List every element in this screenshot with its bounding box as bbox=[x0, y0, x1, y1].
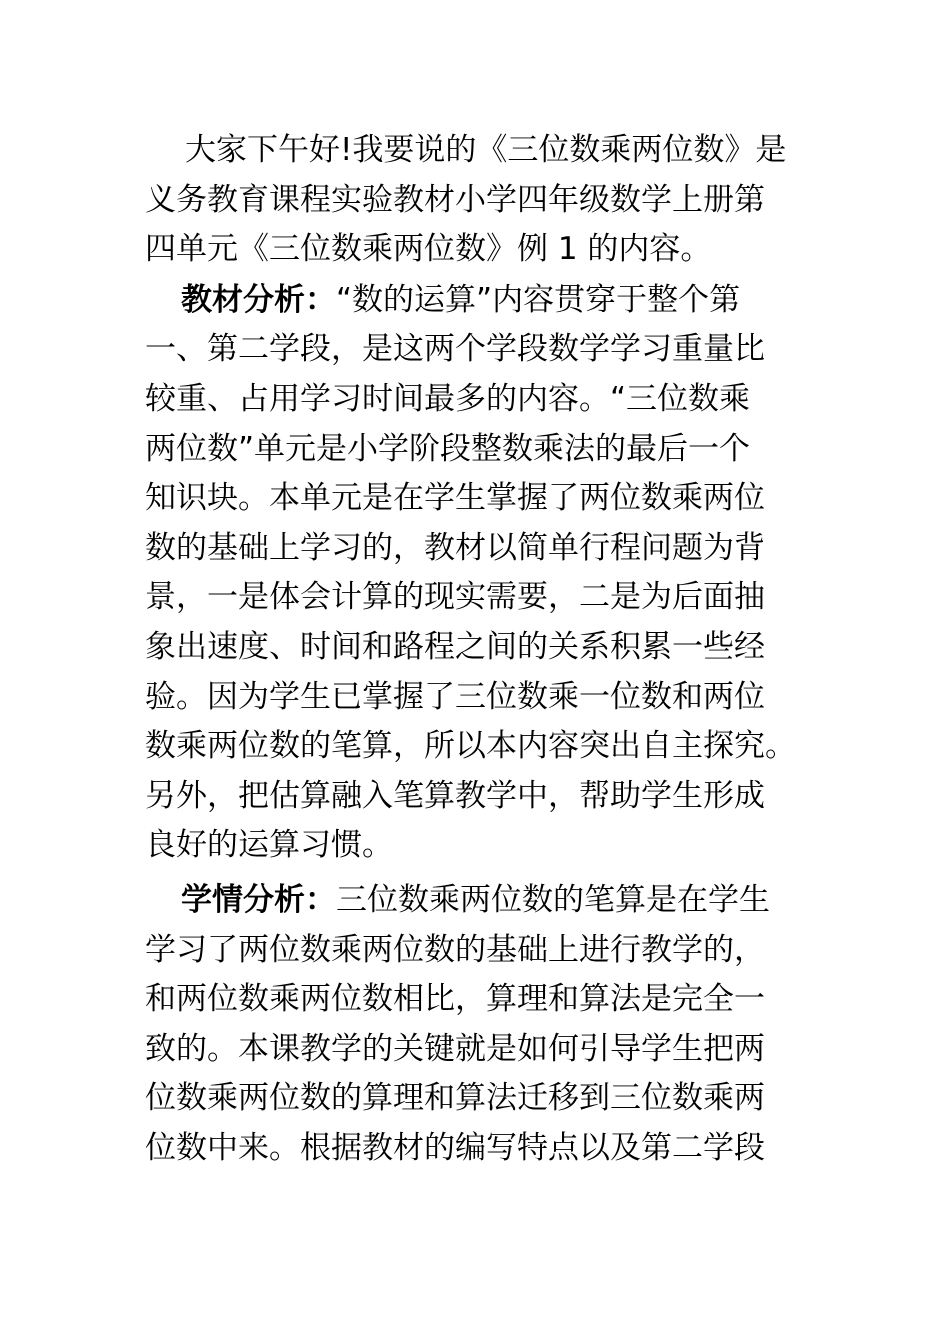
text-line: 学习了两位数乘两位数的基础上进行教学的， bbox=[145, 931, 765, 968]
text-line: 位数中来。根据教材的编写特点以及第二学段 bbox=[145, 1129, 765, 1166]
paragraph-intro bbox=[145, 126, 810, 275]
text-line: 另外，把估算融入笔算教学中，帮助学生形成 bbox=[145, 777, 765, 814]
text-line: 验。因为学生已掌握了三位数乘一位数和两位 bbox=[145, 678, 765, 715]
text-line: 一、第二学段，是这两个学段数学学习重量比 bbox=[145, 331, 765, 368]
text-line bbox=[145, 276, 810, 326]
paragraph-student-analysis bbox=[145, 876, 810, 1174]
text-line: 象出速度、时间和路程之间的关系积累一些经 bbox=[145, 628, 765, 665]
text-line: 义务教育课程实验教材小学四年级数学上册第 bbox=[145, 181, 765, 218]
text-line: 知识块。本单元是在学生掌握了两位数乘两位 bbox=[145, 480, 765, 517]
text-line: 较重、占用学习时间最多的内容。“三位数乘 bbox=[145, 380, 751, 417]
document-body bbox=[145, 126, 810, 1173]
section-heading-student-analysis: 学情分析： bbox=[181, 881, 336, 918]
section-heading-textbook-analysis: 教材分析： bbox=[181, 281, 336, 318]
text-line: 大家下午好!我要说的《三位数乘两位数》是 bbox=[185, 132, 787, 168]
text-line: 数的基础上学习的，教材以简单行程问题为背 bbox=[145, 529, 765, 566]
text-line: 致的。本课教学的关键就是如何引导学生把两 bbox=[145, 1030, 765, 1067]
text-segment: “数的运算”内容贯穿于整个第 bbox=[336, 281, 741, 318]
text-line: 位数乘两位数的算理和算法迁移到三位数乘两 bbox=[145, 1080, 765, 1117]
text-line: 四单元《三位数乘两位数》例 1 的内容。 bbox=[145, 231, 712, 268]
paragraph-textbook-analysis bbox=[145, 276, 810, 871]
text-line bbox=[145, 876, 810, 926]
text-segment: 三位数乘两位数的笔算是在学生 bbox=[336, 881, 770, 918]
text-line: 数乘两位数的笔算，所以本内容突出自主探究。 bbox=[145, 728, 796, 765]
text-line: 良好的运算习惯。 bbox=[145, 827, 393, 864]
text-line: 两位数”单元是小学阶段整数乘法的最后一个 bbox=[145, 430, 751, 467]
text-line: 景，一是体会计算的现实需要，二是为后面抽 bbox=[145, 579, 765, 616]
text-line: 和两位数乘两位数相比，算理和算法是完全一 bbox=[145, 981, 765, 1018]
